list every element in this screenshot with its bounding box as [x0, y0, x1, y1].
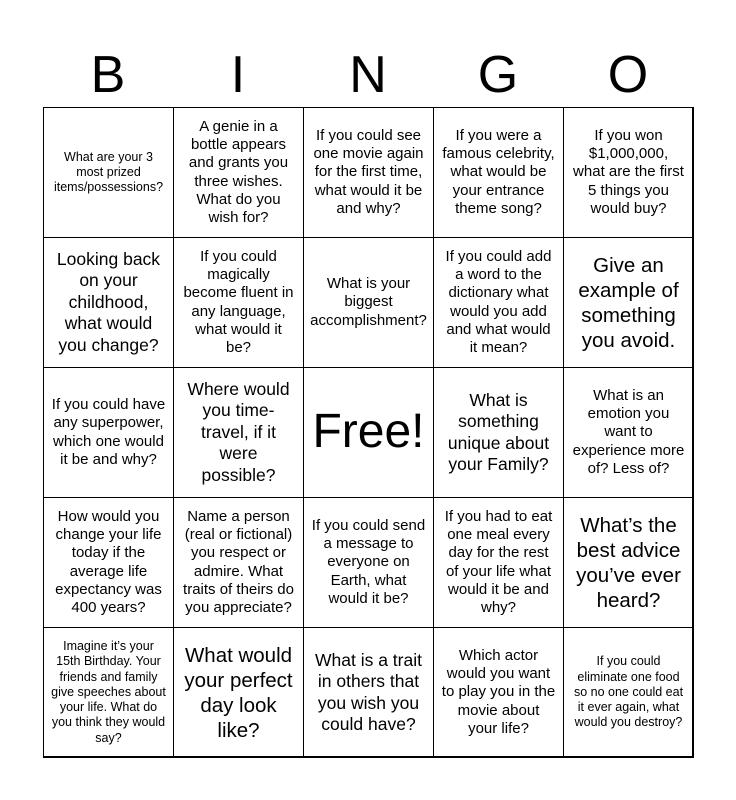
cell-text: What would your perfect day look like? [184, 643, 293, 742]
bingo-grid [43, 107, 693, 757]
cell-text: Imagine it’s your 15th Birthday. Your friends and family give speeches about your life. What do you think they would say? [51, 639, 166, 745]
bingo-cell[interactable] [43, 497, 174, 628]
cell-text: Give an example of something you avoid. [578, 253, 679, 352]
cell-text: What is something unique about your Family? [447, 389, 550, 474]
cell-text: What is your biggest accomplishment? [310, 275, 427, 329]
cell-text: If you could magically become fluent in any language, what would it be? [183, 247, 294, 357]
bingo-header [43, 46, 693, 104]
bingo-cell[interactable] [433, 237, 564, 368]
cell-text: What are your 3 most prized items/possessions? [53, 149, 164, 195]
bingo-cell[interactable] [433, 497, 564, 628]
bingo-cell[interactable] [173, 627, 304, 758]
bingo-cell[interactable] [173, 237, 304, 368]
cell-text: If you won $1,000,000, what are the first 5 things you would buy? [573, 126, 684, 217]
cell-text: What’s the best advice you’ve ever heard? [576, 513, 681, 612]
bingo-cell[interactable] [43, 627, 174, 758]
bingo-cell[interactable] [563, 627, 694, 758]
cell-text: Which actor would you want to play you in the movie about your life? [441, 646, 556, 737]
bingo-cell[interactable] [563, 367, 694, 498]
cell-text: How would you change your life today if the average life expectancy was 400 years? [55, 507, 162, 617]
bingo-cell[interactable] [303, 627, 434, 758]
cell-text: If you were a famous celebrity, what would be your entrance theme song? [442, 126, 555, 217]
bingo-cell[interactable] [43, 107, 174, 238]
cell-text: If you could eliminate one food so no one could eat it ever again, what would you destroy? [573, 654, 684, 730]
bingo-cell[interactable] [433, 367, 564, 498]
cell-text: If you could send a message to everyone on Earth, what would it be? [311, 516, 426, 607]
bingo-cell[interactable] [173, 497, 304, 628]
bingo-cell[interactable] [303, 497, 434, 628]
bingo-cell[interactable] [433, 627, 564, 758]
header-letter-b: B [90, 46, 126, 104]
bingo-cell[interactable] [43, 237, 174, 368]
cell-text: Where would you time-travel, if it were possible? [187, 379, 290, 485]
bingo-cell[interactable] [563, 107, 694, 238]
cell-text: Looking back on your childhood, what would you change? [56, 249, 161, 355]
cell-text: If you could add a word to the dictionary what would you add and what would it mean? [445, 247, 552, 357]
bingo-cell[interactable] [303, 107, 434, 238]
bingo-cell[interactable] [173, 107, 304, 238]
bingo-cell[interactable] [43, 367, 174, 498]
header-letter-o: O [607, 46, 649, 104]
bingo-cell[interactable] [563, 237, 694, 368]
cell-text: What is an emotion you want to experience more of? Less of? [572, 386, 685, 477]
cell-text: Name a person (real or fictional) you respect or admire. What traits of theirs do you appreciate? [183, 507, 294, 617]
cell-text: If you had to eat one meal every day for the rest of your life what would it be and why? [444, 507, 553, 617]
cell-text: What is a trait in others that you wish you could have? [315, 649, 422, 734]
bingo-cell[interactable] [173, 367, 304, 498]
header-letter-i: I [230, 46, 246, 104]
bingo-cell[interactable] [563, 497, 694, 628]
header-letter-n: N [349, 46, 387, 104]
cell-text: Free! [312, 405, 425, 459]
cell-text: A genie in a bottle appears and grants you three wishes. What do you wish for? [188, 117, 289, 227]
free-space-cell[interactable] [303, 367, 434, 498]
bingo-cell[interactable] [303, 237, 434, 368]
bingo-cell[interactable] [433, 107, 564, 238]
header-letter-g: G [477, 46, 519, 104]
cell-text: If you could have any superpower, which one would it be and why? [51, 395, 166, 468]
cell-text: If you could see one movie again for the first time, what would it be and why? [313, 126, 424, 217]
